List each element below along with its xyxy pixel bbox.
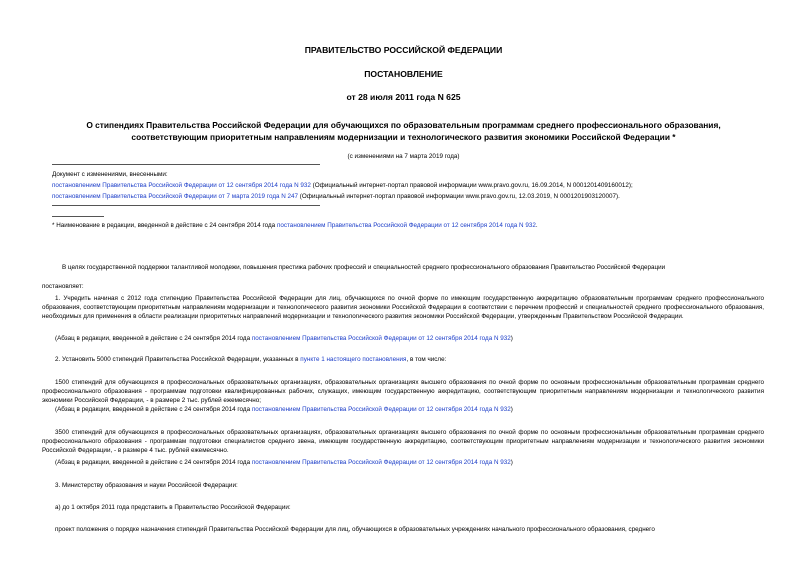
document-title-line-2: соответствующим приоритетным направлениям модернизации и технологического развития экономики Российской Федерации *	[131, 132, 676, 142]
footnote-divider	[52, 216, 104, 217]
paragraph-2: 2. Установить 5000 стипендий Правительства Российской Федерации, указанных в пункте 1 настоящего постановления, в том числе:	[55, 356, 447, 363]
edition-note-3: (Абзац в редакции, введенной в действие с 24 сентября 2014 года постановлением Правительства Российской Федерации от 12 сентября 2014 года N 932)	[55, 459, 513, 466]
paragraph-3: 3. Министерству образования и науки Российской Федерации:	[55, 482, 238, 489]
edition-link-3[interactable]: постановлением Правительства Российской Федерации от 12 сентября 2014 года N 932	[251, 459, 511, 466]
paragraph-1: 1. Учредить начиная с 2012 года стипендию Правительства Российской Федерации для лиц, обучающихся по очной форме по имеющим государственную аккредитацию образовательным программам среднего профессионального образования, соответствующим приоритетным направлениям модернизации и технологического развития экономики Российской Федерации в соответствии с перечнем профессий и специальностей среднего профессионального образования, необходимых для применения в области реализации приоритетных направлений модернизации и технологического развития экономики Российской Федерации, утвержденным Правительством Российской Федерации.	[42, 295, 764, 320]
document-type: ПОСТАНОВЛЕНИЕ	[364, 69, 443, 79]
edition-note-2: (Абзац в редакции, введенной в действие с 24 сентября 2014 года постановлением Правительства Российской Федерации от 12 сентября 2014 года N 932)	[55, 406, 513, 413]
paragraph-3a: а) до 1 октября 2011 года представить в Правительство Российской Федерации:	[55, 504, 291, 511]
amendment-item-1: постановлением Правительства Российской Федерации от 12 сентября 2014 года N 932 (Официальный интернет-портал правовой информации www.pravo.gov.ru, 16.09.2014, N 0001201409160012);	[52, 182, 633, 189]
amendment-link-1[interactable]: постановлением Правительства Российской Федерации от 12 сентября 2014 года N 932	[52, 182, 311, 189]
edition-link-1[interactable]: постановлением Правительства Российской Федерации от 12 сентября 2014 года N 932	[251, 335, 511, 342]
preamble: В целях государственной поддержки талантливой молодежи, повышения престижа рабочих профессий и специальностей среднего профессионального образования Правительство Российской Федерации	[62, 264, 666, 271]
divider-bottom	[52, 205, 320, 206]
amendment-link-2[interactable]: постановлением Правительства Российской Федерации от 7 марта 2019 года N 247	[52, 193, 299, 200]
document-date-number: от 28 июля 2011 года N 625	[346, 92, 461, 102]
government-name: ПРАВИТЕЛЬСТВО РОССИЙСКОЙ ФЕДЕРАЦИИ	[304, 45, 503, 55]
decree-word: постановляет:	[42, 283, 84, 290]
edition-note-1: (Абзац в редакции, введенной в действие с 24 сентября 2014 года постановлением Правительства Российской Федерации от 12 сентября 2014 года N 932)	[55, 335, 513, 342]
amendments-intro: Документ с изменениями, внесенными:	[52, 171, 168, 178]
divider-top	[52, 164, 320, 165]
document-title-line-1: О стипендиях Правительства Российской Федерации для обучающихся по образовательным программам среднего профессионального образования,	[86, 120, 721, 130]
footnote-link[interactable]: постановлением Правительства Российской Федерации от 12 сентября 2014 года N 932	[276, 222, 536, 229]
amendment-item-2: постановлением Правительства Российской Федерации от 7 марта 2019 года N 247 (Официальный интернет-портал правовой информации www.pravo.gov.ru, 12.03.2019, N 0001201903120007).	[52, 193, 620, 200]
edition-link-2[interactable]: постановлением Правительства Российской Федерации от 12 сентября 2014 года N 932	[251, 406, 511, 413]
paragraph-3a-text: проект положения о порядке назначения стипендий Правительства Российской Федерации для лиц, обучающихся в образовательных учреждениях начального профессионального образования, среднего	[55, 526, 655, 533]
footnote: * Наименование в редакции, введенной в действие с 24 сентября 2014 года постановлением Правительства Российской Федерации от 12 сентября 2014 года N 932.	[52, 222, 538, 229]
paragraph-2-link[interactable]: пункте 1 настоящего постановления	[300, 356, 407, 363]
revision-note: (с изменениями на 7 марта 2019 года)	[347, 153, 460, 160]
paragraph-2a: 1500 стипендий для обучающихся в профессиональных образовательных организациях, образовательных организациях высшего образования по очной форме по основным профессиональным образовательным программам среднего профессионального образования - программам подготовки квалифицированных рабочих, служащих, имеющим государственную аккредитацию, соответствующим приоритетным направлениям модернизации и технологического развития экономики Российской Федерации, - в размере 2 тыс. рублей ежемесячно;	[42, 379, 764, 404]
paragraph-2b: 3500 стипендий для обучающихся в профессиональных образовательных организациях, образовательных организациях высшего образования по очной форме по основным профессиональным образовательным программам среднего профессионального образования - программам подготовки специалистов среднего звена, имеющим государственную аккредитацию, соответствующим приоритетным направлениям модернизации и технологического развития экономики Российской Федерации, - в размере 4 тыс. рублей ежемесячно.	[42, 429, 764, 454]
